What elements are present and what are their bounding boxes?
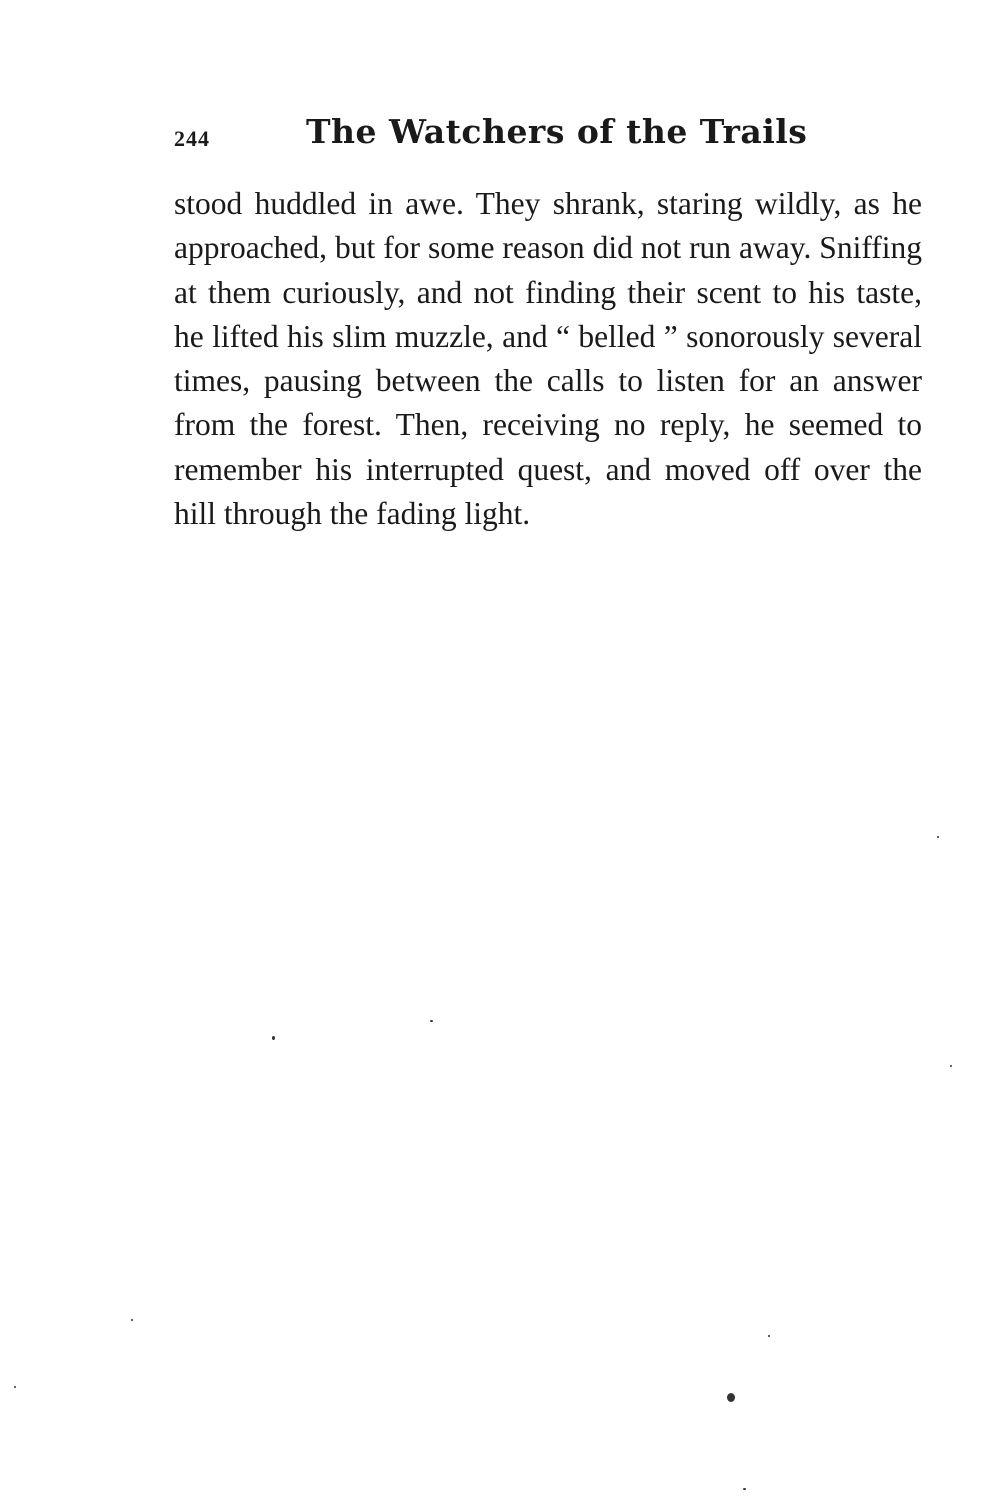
running-head <box>174 112 924 162</box>
scan-speck <box>768 1335 770 1337</box>
running-title: The Watchers of the Trails <box>306 112 808 151</box>
scan-speck <box>727 1393 735 1402</box>
scan-speck <box>430 1020 433 1022</box>
page-number: 244 <box>174 126 210 151</box>
scan-speck <box>950 1065 952 1067</box>
scan-speck <box>937 836 939 838</box>
scan-speck <box>131 1319 133 1321</box>
body-paragraph: stood huddled in awe. They shrank, staring wildly, as he approached, but for some reason did not run away. Sniffing at them curiously, and not finding their scent to his taste, he lifted his slim muzzle, and “ belled ” sonorously several times, pausing between the calls to listen for an answer from the forest. Then, receiving no reply, he seemed to remember his interrupted quest, and moved off over the hill through the fading light. <box>174 186 922 532</box>
scan-speck <box>14 1386 16 1388</box>
scan-speck <box>743 1488 746 1490</box>
scan-speck <box>272 1036 275 1040</box>
